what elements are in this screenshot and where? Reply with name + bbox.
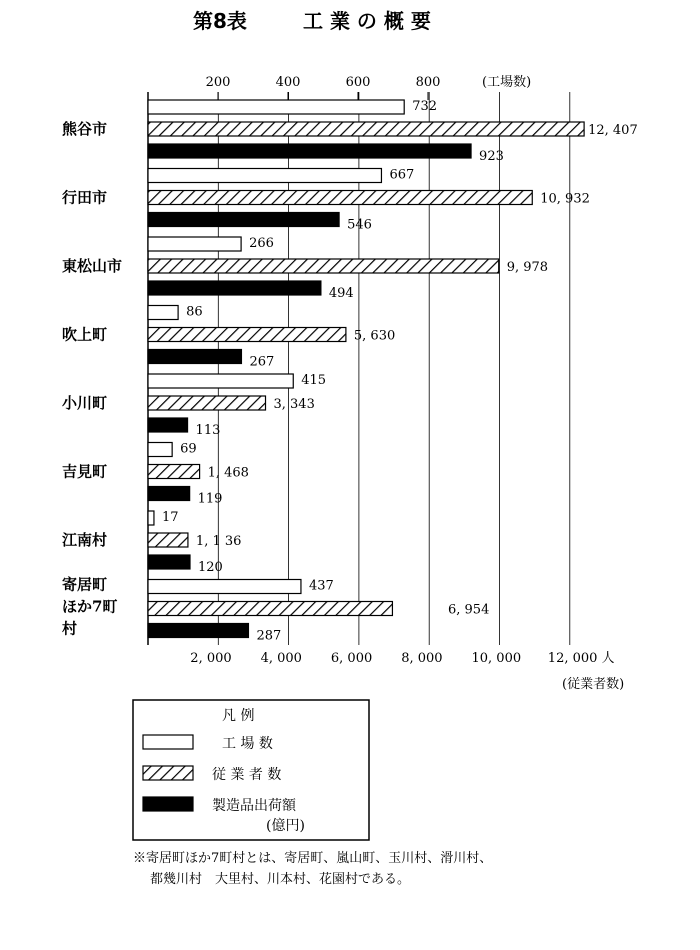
- data-label-employees: 10, 932: [540, 191, 590, 207]
- legend-swatch-employees: [143, 766, 193, 780]
- data-label-factories: 86: [186, 304, 203, 320]
- bar-shipments: [148, 624, 248, 638]
- bottom-axis: [190, 651, 624, 692]
- bar-shipments: [148, 213, 339, 227]
- bar-factories: [148, 237, 241, 251]
- data-label-employees: 1, 468: [207, 465, 249, 481]
- top-axis-unit: (工場数): [482, 75, 532, 90]
- top-tick-label: 200: [205, 75, 231, 90]
- bar-employees: [148, 396, 266, 410]
- legend-label-shipments: 製造品出荷額: [212, 798, 296, 814]
- bar-factories: [148, 511, 154, 525]
- legend-swatch-shipments: [143, 797, 193, 811]
- category-label: 吹上町: [62, 325, 108, 344]
- bar-factories: [148, 100, 404, 114]
- data-label-shipments: 113: [195, 423, 221, 438]
- data-label-shipments: 119: [197, 491, 223, 507]
- top-axis: [206, 74, 532, 100]
- bar-factories: [148, 306, 178, 320]
- data-label-shipments: 546: [347, 217, 372, 233]
- bottom-tick-label: 8, 000: [401, 651, 443, 666]
- data-label-factories: 437: [308, 578, 334, 594]
- bar-shipments: [148, 555, 190, 569]
- bottom-tick-label: 10, 000: [471, 651, 522, 666]
- footnote-line-1: ※寄居町ほか7町村とは、寄居町、嵐山町、玉川村、滑川村、: [133, 851, 493, 866]
- bar-shipments: [148, 487, 190, 501]
- category-label: 江南村: [62, 531, 108, 549]
- data-label-shipments: 120: [198, 560, 223, 575]
- bar-employees: [148, 533, 188, 547]
- category-label: 吉見町: [62, 462, 108, 481]
- data-label-shipments: 494: [328, 286, 354, 301]
- data-label-factories: 732: [412, 99, 438, 114]
- chart-number: 第8表: [193, 9, 247, 33]
- legend-label-factories: 工 場 数: [222, 736, 273, 752]
- category-label: 寄居町: [62, 575, 108, 594]
- category-labels: [61, 120, 122, 638]
- data-label-shipments: 267: [249, 354, 275, 370]
- bar-employees: [148, 122, 584, 136]
- bottom-axis-unit: (従業者数): [562, 677, 625, 692]
- legend-swatch-factories: [143, 735, 193, 749]
- top-tick-label: 400: [275, 75, 301, 90]
- data-label-factories: 415: [301, 373, 327, 388]
- bar-employees: [148, 191, 532, 205]
- legend: [133, 700, 369, 840]
- bar-employees: [148, 602, 392, 616]
- data-label-shipments: 287: [256, 628, 282, 644]
- bars: [148, 99, 638, 644]
- category-label: 行田市: [62, 188, 108, 207]
- bar-employees: [148, 328, 346, 342]
- bottom-tick-label: 12, 000 人: [547, 651, 615, 666]
- legend-label-employees: 従 業 者 数: [212, 767, 282, 783]
- legend-label-shipments-unit: (億円): [266, 818, 305, 834]
- footnote-line-2: 都幾川村 大里村、川本村、花園村である。: [150, 872, 411, 887]
- bar-shipments: [148, 281, 321, 295]
- bar-factories: [148, 374, 293, 388]
- bar-employees: [148, 259, 499, 273]
- data-label-factories: 17: [161, 510, 179, 525]
- data-label-employees: 9, 978: [506, 260, 549, 275]
- data-label-employees: 5, 630: [353, 328, 396, 344]
- bar-employees: [148, 465, 200, 479]
- data-label-employees: 6, 954: [448, 602, 490, 618]
- category-label: ほか7町: [62, 597, 118, 616]
- category-label: 熊谷市: [62, 120, 108, 138]
- data-label-employees: 12, 407: [588, 123, 638, 138]
- bar-factories: [148, 580, 301, 594]
- bar-factories: [148, 169, 381, 183]
- data-label-employees: 1, 1 36: [195, 534, 242, 549]
- bar-shipments: [148, 350, 241, 364]
- bar-factories: [148, 443, 172, 457]
- data-label-factories: 667: [389, 167, 415, 183]
- legend-title: 凡 例: [222, 708, 255, 724]
- category-label: 小川町: [62, 394, 108, 412]
- bar-shipments: [148, 418, 188, 432]
- data-label-employees: 3, 343: [273, 397, 315, 412]
- data-label-factories: 69: [180, 441, 197, 457]
- data-label-factories: 266: [249, 236, 274, 251]
- bottom-tick-label: 4, 000: [260, 651, 302, 666]
- chart-title: 工 業 の 概 要: [303, 9, 431, 33]
- top-tick-label: 600: [345, 75, 371, 90]
- top-tick-label: 800: [415, 75, 441, 90]
- data-label-shipments: 923: [479, 149, 504, 164]
- bottom-tick-label: 2, 000: [190, 651, 232, 666]
- bar-shipments: [148, 144, 471, 158]
- category-label: 村: [62, 619, 78, 638]
- bottom-tick-label: 6, 000: [330, 651, 373, 666]
- category-label: 東松山市: [62, 257, 123, 275]
